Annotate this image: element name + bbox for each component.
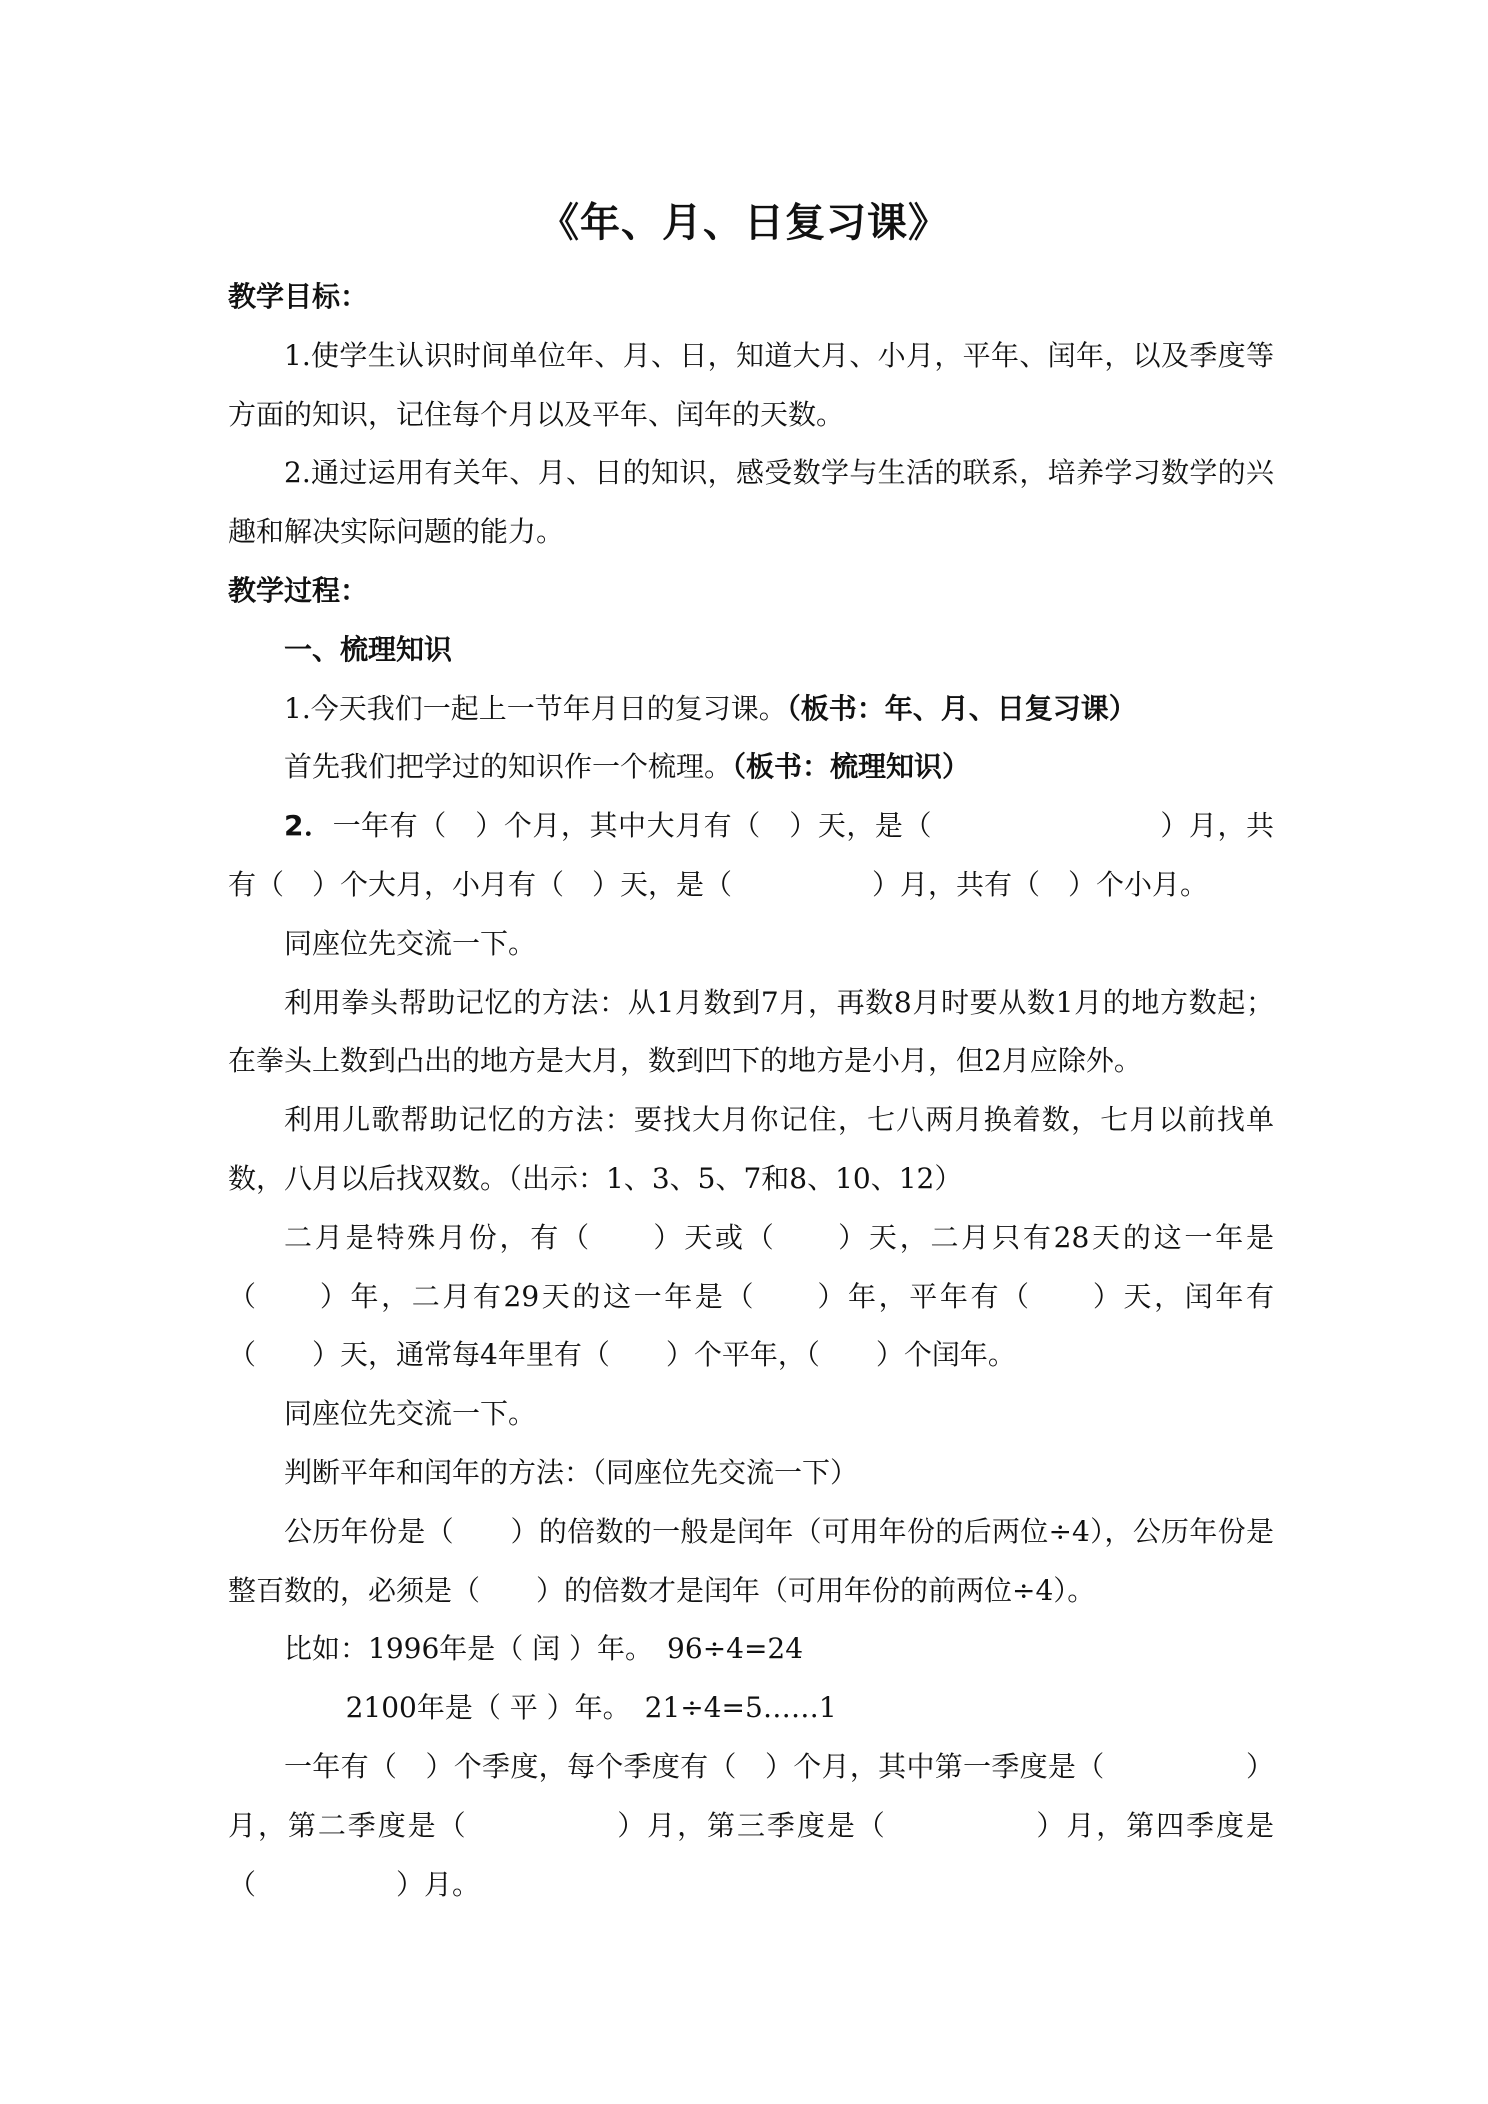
goal-2: 2.通过运用有关年、月、日的知识，感受数学与生活的联系，培养学习数学的兴趣和解决实际问题的能力。: [228, 456, 1274, 549]
fist-method: 利用拳头帮助记忆的方法：从1月数到7月，再数8月时要从数1月的地方数起；在拳头上数到凸出的地方是大月，数到凹下的地方是小月，但2月应除外。: [228, 985, 1274, 1078]
step-1: [228, 680, 1274, 739]
discuss-1: 同座位先交流一下。: [284, 926, 537, 960]
february-text: 二月是特殊月份，有（ ）天或（ ）天，二月只有28天的这一年是（ ）年，二月有29天的这一年是（ ）年，平年有（ ）天，闰年有（ ）天，通常每4年里有（ ）个平年，（ ）个闰年。: [228, 1220, 1274, 1372]
section-1-heading: 一、梳理知识: [284, 632, 453, 666]
step-1b-text: 首先我们把学过的知识作一个梳理。: [284, 750, 733, 784]
step-1-board-note: （板书：年、月、日复习课）: [786, 691, 1137, 725]
step-1b-board-note: （板书：梳理知识）: [732, 750, 971, 784]
step-2-text: 一年有（ ）个月，其中大月有（ ）天，是（ ）月，共有（ ）个大月，小月有（ ）天，是（ ）月，共有（ ）个小月。: [228, 809, 1274, 901]
goal-1: 1.使学生认识时间单位年、月、日，知道大月、小月，平年、闰年，以及季度等方面的知识，记住每个月以及平年、闰年的天数。: [228, 338, 1274, 431]
document-body: [228, 268, 1274, 1914]
quarter-text: 一年有（ ）个季度，每个季度有（ ）个月，其中第一季度是（ ）月，第二季度是（ ）月，第三季度是（ ）月，第四季度是（ ）月。: [228, 1749, 1274, 1901]
document-title: 《年、月、日复习课》: [539, 200, 949, 246]
step-2: [228, 797, 1274, 915]
discuss-2: 同座位先交流一下。: [284, 1397, 537, 1431]
leap-method: 判断平年和闰年的方法：（同座位先交流一下）: [284, 1455, 859, 1489]
step-2-number: 2．: [284, 809, 333, 843]
step-1-text: 1.今天我们一起上一节年月日的复习课。: [284, 691, 787, 725]
song-method: 利用儿歌帮助记忆的方法：要找大月你记住，七八两月换着数，七月以前找单数，八月以后找双数。（出示：1、3、5、7和8、10、12）: [228, 1103, 1274, 1195]
goals-heading: 教学目标：: [228, 280, 369, 313]
process-heading: 教学过程：: [228, 573, 369, 607]
step-1b: [228, 738, 1274, 797]
example-2: 2100年是（ 平 ）年。 21÷4=5……1: [345, 1691, 837, 1725]
example-1: 比如：1996年是（ 闰 ）年。 96÷4=24: [284, 1632, 804, 1666]
leap-rule: 公历年份是（ ）的倍数的一般是闰年（可用年份的后两位÷4），公历年份是整百数的，必须是（ ）的倍数才是闰年（可用年份的前两位÷4）。: [228, 1514, 1274, 1607]
